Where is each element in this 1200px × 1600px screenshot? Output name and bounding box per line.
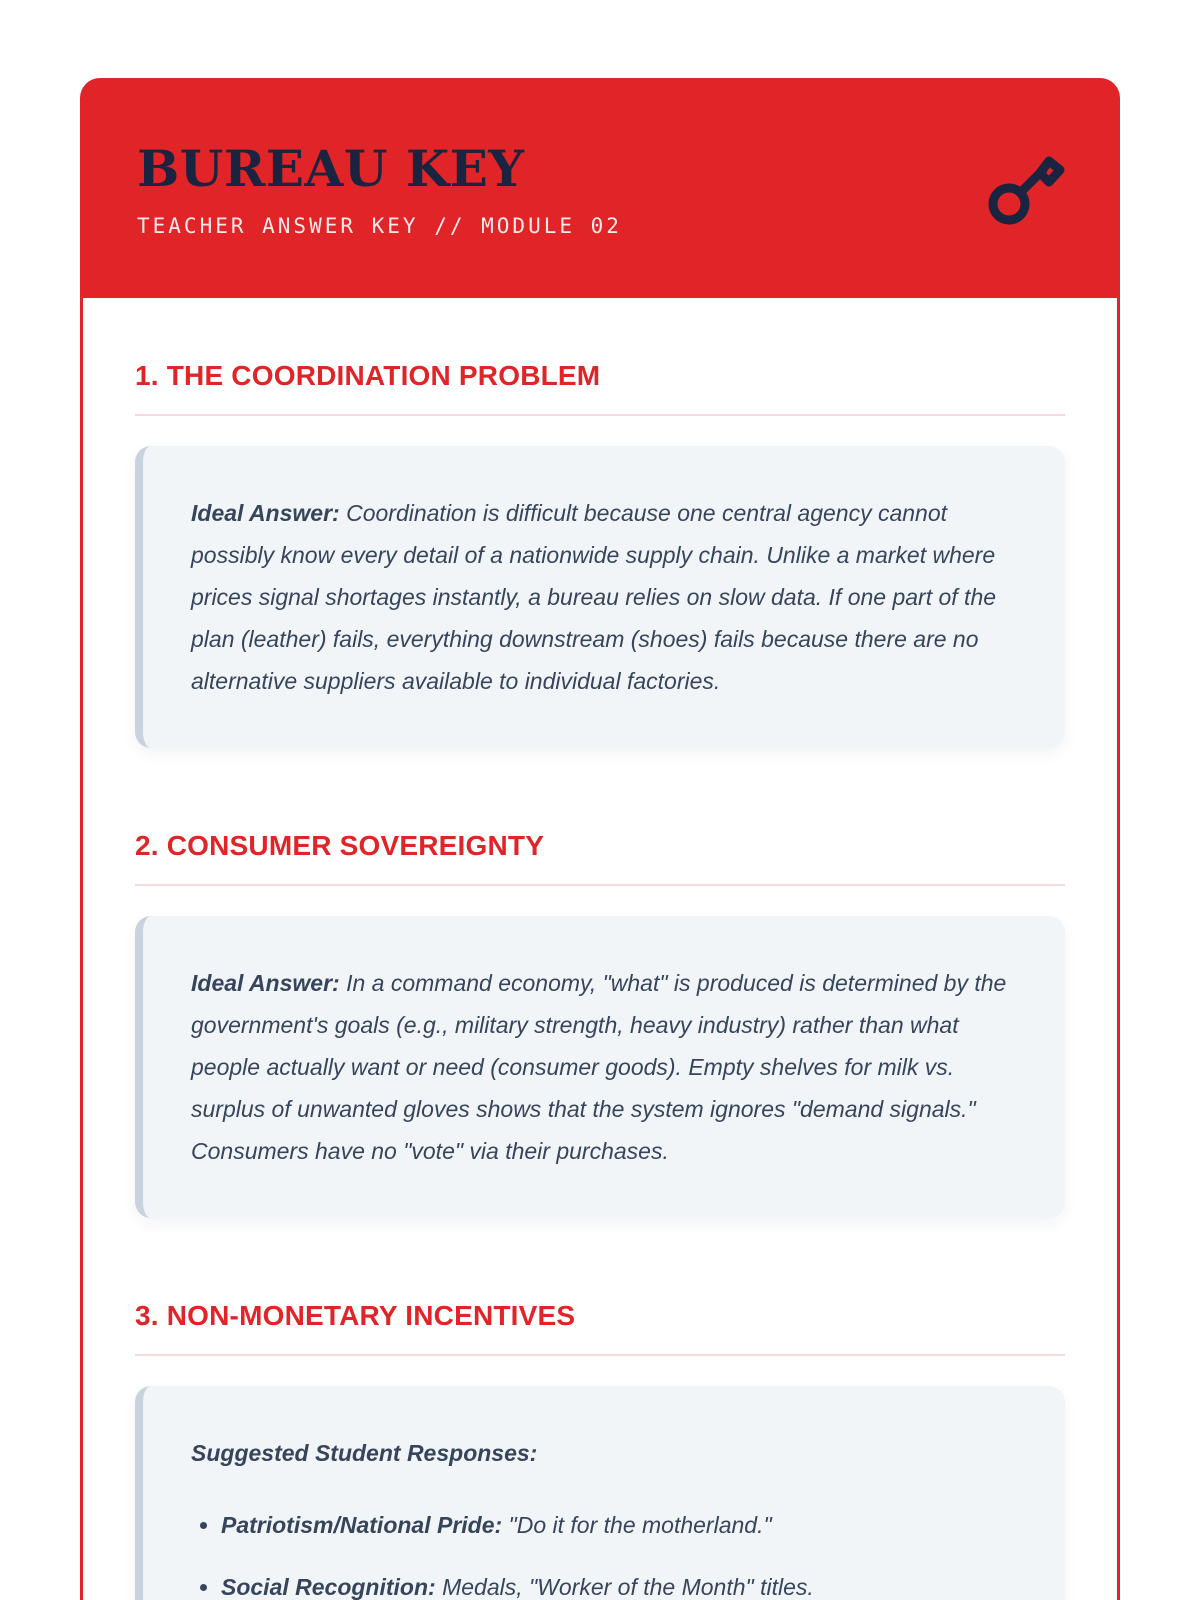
answer-text: In a command economy, "what" is produced is determined by the government's goals (e.g., military strength, heavy industry) rather than what people actually want or need (consumer goods). Empty shelves for milk vs. surplus of unwanted gloves shows that the system ignores "demand signals." Consumers have no "vote" via their purchases. <box>191 969 1007 1164</box>
answer-label: Suggested Student Responses: <box>191 1439 538 1466</box>
answer-text: Coordination is difficult because one central agency cannot possibly know every detail of a nationwide supply chain. Unlike a market where prices signal shortages instantly, a bureau relies on slow data. If one part of the plan (leather) fails, everything downstream (shoes) fails because there are no alternative suppliers available to individual factories. <box>191 499 997 694</box>
answer-paragraph <box>191 1432 1017 1474</box>
bullet-text: Medals, "Worker of the Month" titles. <box>435 1573 814 1600</box>
answer-card <box>135 1386 1065 1600</box>
section <box>135 360 1065 748</box>
key-icon <box>983 147 1067 231</box>
bullet-item <box>221 1566 1017 1600</box>
bullet-item <box>221 1504 1017 1546</box>
section-divider <box>135 1354 1065 1356</box>
section-heading: 3. NON-MONETARY INCENTIVES <box>135 1299 576 1331</box>
document-subtitle: TEACHER ANSWER KEY // MODULE 02 <box>137 213 622 238</box>
section-heading: 2. CONSUMER SOVEREIGNTY <box>135 829 545 861</box>
document-header <box>81 79 1119 298</box>
section-heading: 1. THE COORDINATION PROBLEM <box>135 359 601 391</box>
section <box>135 1300 1065 1600</box>
answer-label: Ideal Answer: <box>191 969 340 996</box>
document-title: BUREAU KEY <box>137 139 525 198</box>
bullet-label: Social Recognition: <box>221 1573 436 1600</box>
bullet-text: "Do it for the motherland." <box>502 1511 772 1538</box>
section <box>135 830 1065 1218</box>
document-body <box>83 298 1117 1600</box>
answer-card <box>135 916 1065 1218</box>
answer-paragraph <box>191 962 1017 1172</box>
bullet-label: Patriotism/National Pride: <box>221 1511 503 1538</box>
section-divider <box>135 884 1065 886</box>
section-divider <box>135 414 1065 416</box>
answer-card <box>135 446 1065 748</box>
answer-label: Ideal Answer: <box>191 499 340 526</box>
bullet-list <box>191 1504 1017 1600</box>
answer-paragraph <box>191 492 1017 702</box>
answer-key-document <box>80 78 1120 1600</box>
